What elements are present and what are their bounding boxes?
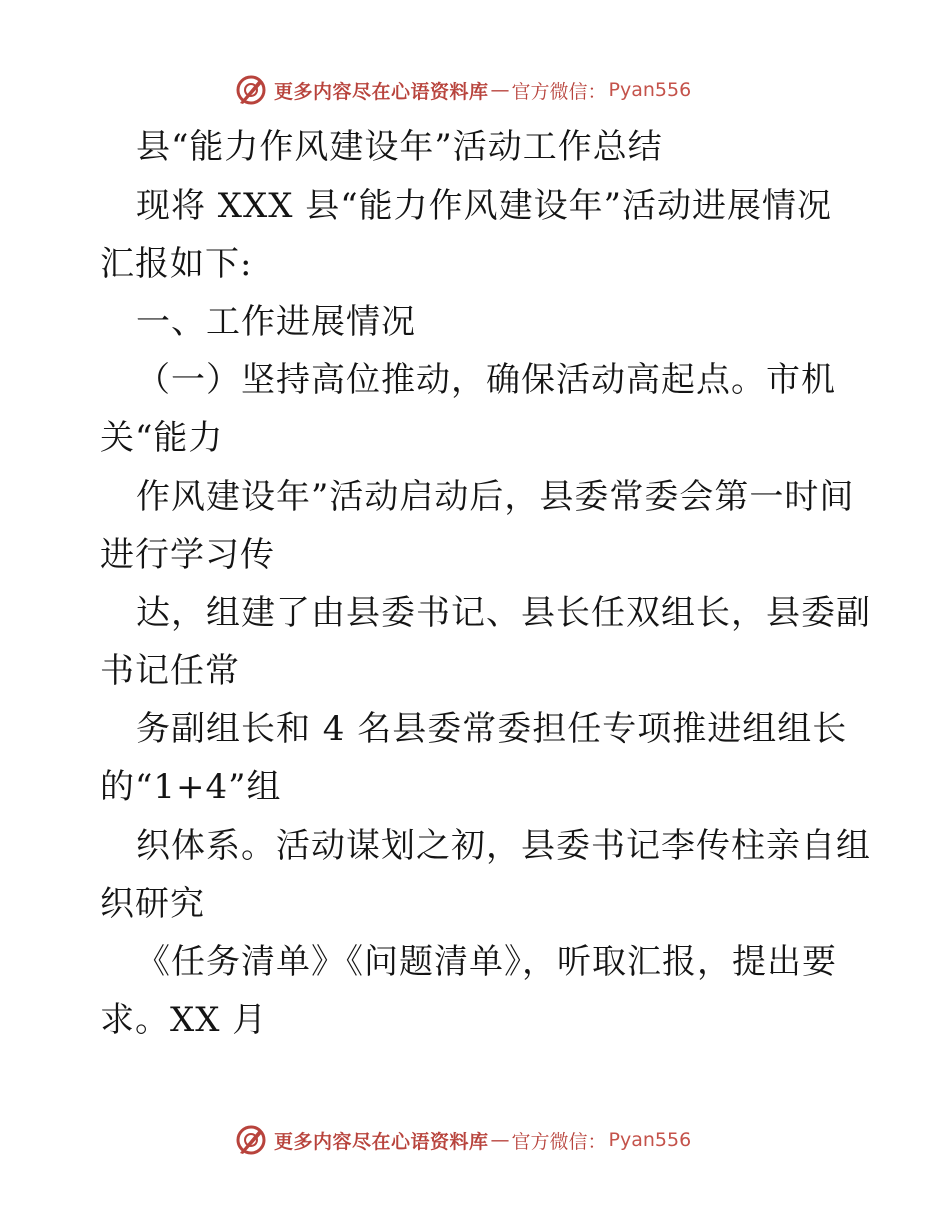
watermark-separator: — <box>490 79 510 101</box>
watermark-site-text: 更多内容尽在心语资料库 <box>274 80 489 103</box>
paragraph-line: 现将 XXX 县“能力作风建设年”活动进展情况 <box>136 186 832 226</box>
watermark-wechat-label: 官方微信： <box>511 80 607 103</box>
watermark-site-text: 更多内容尽在心语资料库 <box>274 1130 489 1153</box>
watermark-wechat-id: Pyan556 <box>608 79 692 101</box>
paragraph-line: 书记任常 <box>100 651 240 691</box>
section-heading: 一、工作进展情况 <box>136 302 416 342</box>
header-watermark <box>234 72 691 108</box>
watermark-separator: — <box>490 1129 510 1151</box>
paragraph-line: 达，组建了由县委书记、县长任双组长，县委副 <box>136 593 871 633</box>
paragraph-line: 进行学习传 <box>100 535 275 575</box>
paragraph-line: 汇报如下: <box>100 244 253 284</box>
paragraph-line: 的“1+4”组 <box>100 767 282 807</box>
footer-watermark <box>234 1122 691 1158</box>
quill-logo-icon <box>234 73 268 107</box>
watermark-wechat-label: 官方微信： <box>511 1130 607 1153</box>
quill-logo-icon <box>234 1123 268 1157</box>
paragraph-line: 织研究 <box>100 884 205 924</box>
paragraph-line: 求。XX 月 <box>100 1000 268 1040</box>
document-title: 县“能力作风建设年”活动工作总结 <box>136 127 663 167</box>
paragraph-line: 作风建设年”活动启动后，县委常委会第一时间 <box>136 477 855 517</box>
paragraph-line: 《任务清单》《问题清单》，听取汇报，提出要 <box>136 942 837 982</box>
paragraph-line: 关“能力 <box>100 418 224 458</box>
watermark-wechat-id: Pyan556 <box>608 1129 692 1151</box>
paragraph-line: （一）坚持高位推动，确保活动高起点。市机 <box>136 360 836 400</box>
paragraph-line: 织体系。活动谋划之初，县委书记李传柱亲自组 <box>136 826 871 866</box>
paragraph-line: 务副组长和 4 名县委常委担任专项推进组组长 <box>136 709 848 749</box>
